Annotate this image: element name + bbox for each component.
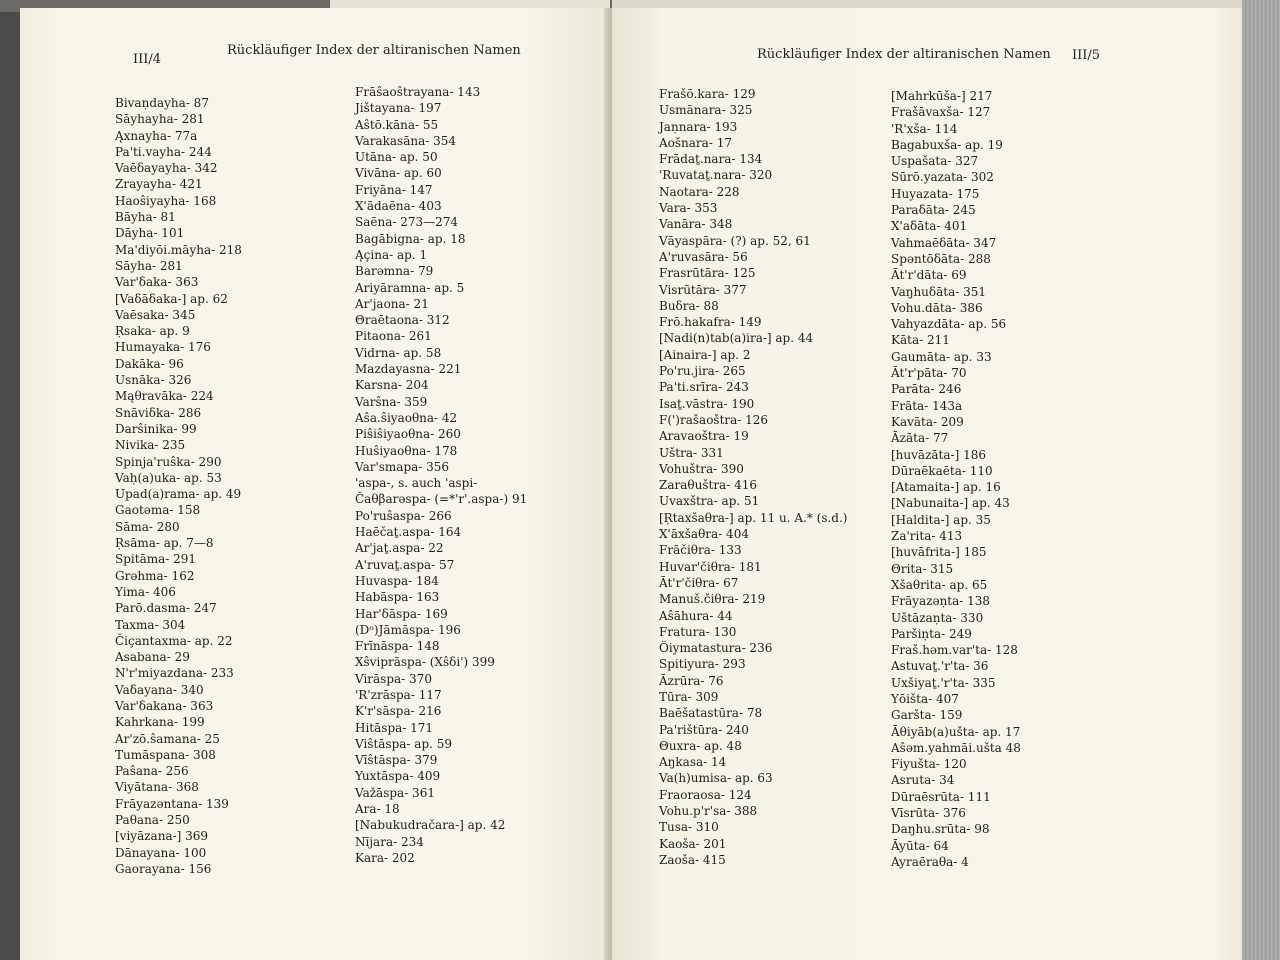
index-entry: Pa'ti.vayha- 244 xyxy=(115,144,212,159)
index-entry: Fiyušta- 120 xyxy=(891,757,967,772)
index-entry: Viŝtāspa- ap. 59 xyxy=(355,736,453,751)
index-entry: Var'δaka- 363 xyxy=(115,275,199,290)
index-entry: Utāna- ap. 50 xyxy=(355,150,438,165)
index-entry: Baēšatastūra- 78 xyxy=(659,706,763,721)
index-entry: [Haldita-] ap. 35 xyxy=(891,512,991,527)
index-entry: Zaraθuštra- 416 xyxy=(659,478,757,493)
index-entry: Garšta- 159 xyxy=(891,708,963,723)
index-entry: [huvāzāta-] 186 xyxy=(891,447,986,462)
index-entry: Naotara- 228 xyxy=(659,184,740,199)
index-entry: Huŝiyaoθna- 178 xyxy=(355,443,458,458)
index-entry: Dūraēsrūta- 111 xyxy=(891,789,991,804)
index-entry: Kāta- 211 xyxy=(891,333,950,348)
index-entry: Grəhma- 162 xyxy=(115,568,195,583)
index-entry: A'ruvasāra- 56 xyxy=(659,249,748,264)
index-entry: Varŝna- 359 xyxy=(355,394,428,409)
index-entry: 'R'zrāspa- 117 xyxy=(355,687,442,702)
index-entry: Kavāta- 209 xyxy=(891,414,964,429)
index-entry: Vohu.p'r'sa- 388 xyxy=(659,804,758,819)
index-entry: Varakasāna- 354 xyxy=(355,133,457,148)
index-entry: Ąçina- ap. 1 xyxy=(355,247,428,262)
index-entry: Frō.hakafra- 149 xyxy=(659,315,762,330)
index-entry: Humayaka- 176 xyxy=(115,340,211,355)
index-entry: Aŝāhura- 44 xyxy=(659,608,733,623)
index-entry: Jištayana- 197 xyxy=(355,101,442,116)
index-entry: Uštra- 331 xyxy=(659,445,724,460)
index-entry: Kaoša- 201 xyxy=(659,836,727,851)
index-entry: Huvar'čiθra- 181 xyxy=(659,559,762,574)
index-entry: Nījara- 234 xyxy=(355,834,424,849)
index-entry: Ar'jaona- 21 xyxy=(355,296,429,311)
index-entry: Frādaṯ.nara- 134 xyxy=(659,152,763,167)
index-entry: [huvāfrita-] 185 xyxy=(891,545,987,560)
index-entry: Haoŝiyayha- 168 xyxy=(115,193,217,208)
index-entry: Gaumāta- ap. 33 xyxy=(891,349,992,364)
index-entry: Āzrūra- 76 xyxy=(659,673,724,688)
index-entry: Parāta- 246 xyxy=(891,382,962,397)
index-entry: Xšaθrita- ap. 65 xyxy=(891,577,988,592)
index-column-4 xyxy=(891,88,1021,870)
index-entry: Kara- 202 xyxy=(355,850,415,865)
index-entry: Yuxtāspa- 409 xyxy=(355,769,441,784)
index-entry: Vara- 353 xyxy=(659,201,718,216)
index-entry: Po'ru.jira- 265 xyxy=(659,364,746,379)
index-entry: Parō.dasma- 247 xyxy=(115,601,217,616)
index-entry: Taxma- 304 xyxy=(115,617,186,632)
index-entry: Ara- 18 xyxy=(355,802,400,817)
index-entry: Viyātana- 368 xyxy=(115,780,199,795)
index-entry: N'r'miyazdana- 233 xyxy=(115,666,234,681)
index-entry: Upad(a)rama- ap. 49 xyxy=(115,487,242,502)
page-edges xyxy=(1242,0,1280,960)
index-entry: Vivāna- ap. 60 xyxy=(355,166,442,181)
index-entry: Sūrō.yazata- 302 xyxy=(891,170,994,185)
index-entry: Sāyha- 281 xyxy=(115,258,183,273)
index-entry: Vīŝtāspa- 379 xyxy=(355,753,438,768)
index-entry: Āzāta- 77 xyxy=(891,431,949,446)
index-entry: Paraδāta- 245 xyxy=(891,203,976,218)
index-entry: Asabana- 29 xyxy=(115,650,190,665)
left-page xyxy=(20,8,610,960)
index-entry: Bagābigna- ap. 18 xyxy=(355,231,466,246)
index-entry: Frāyazəntana- 139 xyxy=(115,796,229,811)
index-entry: Vaŋhuδāta- 351 xyxy=(891,284,987,299)
index-entry: (Dᵒ)Jāmāspa- 196 xyxy=(355,622,461,637)
index-entry: Spitāma- 291 xyxy=(115,552,197,567)
index-entry: Paθana- 250 xyxy=(115,813,190,828)
index-entry: Asruta- 34 xyxy=(891,773,955,788)
index-entry: Āt'r'čiθra- 67 xyxy=(659,575,739,590)
page-stack-edge-right xyxy=(612,0,1242,8)
index-entry: Yima- 406 xyxy=(115,584,176,599)
index-entry: Sāma- 280 xyxy=(115,519,180,534)
index-entry: Kahrkana- 199 xyxy=(115,715,205,730)
index-entry: Yōišta- 407 xyxy=(891,691,959,706)
index-entry: Āt'r'dāta- 69 xyxy=(891,268,967,283)
index-entry: Uspašata- 327 xyxy=(891,154,979,169)
index-entry: Āt'r'pāta- 70 xyxy=(891,366,967,381)
index-entry: Barəmna- 79 xyxy=(355,264,434,279)
index-entry: Manuš.čiθra- 219 xyxy=(659,592,766,607)
index-entry: Frasrūtāra- 125 xyxy=(659,266,756,281)
index-column-1 xyxy=(115,95,242,877)
index-entry: X'ādaēna- 403 xyxy=(355,199,442,214)
index-entry: F(')rašaoštra- 126 xyxy=(659,412,769,427)
index-entry: Darŝinika- 99 xyxy=(115,421,197,436)
index-entry: Bivaṇdayha- 87 xyxy=(115,96,209,110)
index-entry: Mazdayasna- 221 xyxy=(355,362,462,377)
index-entry: Za'rita- 413 xyxy=(891,529,963,544)
left-running-title: Rückläufiger Index der altiranischen Namen xyxy=(227,43,521,58)
index-entry: Čiçantaxma- ap. 22 xyxy=(115,633,233,648)
index-entry: Öiymatastura- 236 xyxy=(659,641,773,656)
index-entry: Vaḥ(a)uka- ap. 53 xyxy=(115,470,222,485)
index-entry: Āθiyāb(a)ušta- ap. 17 xyxy=(891,724,1021,739)
index-entry: Āyūta- 64 xyxy=(891,838,949,853)
index-entry: Visrūtāra- 377 xyxy=(659,282,747,297)
index-entry: [Mahrkūša-] 217 xyxy=(891,89,993,103)
index-entry: Vaēδayayha- 342 xyxy=(115,161,218,176)
index-entry: Vidrna- ap. 58 xyxy=(355,345,442,360)
index-entry: Važāspa- 361 xyxy=(355,785,435,800)
index-entry: 'R'xša- 114 xyxy=(891,121,958,136)
index-entry: Frāyazəṇta- 138 xyxy=(891,594,991,609)
left-page-number: III/4 xyxy=(133,52,162,67)
index-entry: Snāviδka- 286 xyxy=(115,405,202,420)
index-entry: Vaδayana- 340 xyxy=(115,682,204,697)
index-entry: X'āxšaθra- 404 xyxy=(659,527,749,542)
index-entry: Dānayana- 100 xyxy=(115,845,207,860)
index-entry: Mąθravāka- 224 xyxy=(115,389,214,404)
index-entry: Virāspa- 370 xyxy=(355,671,432,686)
index-entry: Tūra- 309 xyxy=(659,689,719,704)
index-entry: Xŝviprāspa- (Xŝδi') 399 xyxy=(355,655,495,670)
index-entry: Buδra- 88 xyxy=(659,298,719,313)
index-entry: Frāŝaoŝtrayana- 143 xyxy=(355,85,481,99)
index-entry: Pa'ti.srīra- 243 xyxy=(659,380,749,395)
index-entry: [Nabukudračara-] ap. 42 xyxy=(355,818,506,833)
index-entry: Θrita- 315 xyxy=(891,561,954,576)
index-entry: Frāta- 143a xyxy=(891,398,963,413)
index-entry: Piŝiŝiyaoθna- 260 xyxy=(355,427,461,442)
index-entry: Fraš.həm.var'ta- 128 xyxy=(891,643,1018,658)
index-entry: Ayraēraθa- 4 xyxy=(891,854,969,869)
index-entry: Huvaspa- 184 xyxy=(355,573,439,588)
index-entry: Aošnara- 17 xyxy=(659,135,732,150)
index-entry: Vāyaspāra- (?) ap. 52, 61 xyxy=(659,233,811,248)
index-entry: Vaēsaka- 345 xyxy=(115,307,196,322)
index-entry: Vohu.dāta- 386 xyxy=(891,300,983,315)
index-entry: Po'ruŝaspa- 266 xyxy=(355,508,452,523)
index-entry: Dakāka- 96 xyxy=(115,356,184,371)
index-entry: X'aδāta- 401 xyxy=(891,219,968,234)
index-entry: Vīsrūta- 376 xyxy=(891,806,966,821)
index-entry: Aŝtō.kāna- 55 xyxy=(355,117,439,132)
index-entry: Ṛsāma- ap. 7—8 xyxy=(115,536,214,551)
index-entry: Ar'zō.ŝamana- 25 xyxy=(115,731,220,746)
index-entry: Saēna- 273—274 xyxy=(355,215,459,230)
index-entry: Θuxra- ap. 48 xyxy=(659,738,742,753)
index-entry: Uxšiyaṯ.'r'ta- 335 xyxy=(891,675,996,690)
index-entry: Frašō.kara- 129 xyxy=(659,87,756,101)
index-entry: Har'δāspa- 169 xyxy=(355,606,448,621)
index-entry: Pa'rištūra- 240 xyxy=(659,722,749,737)
index-entry: Dūraēkaēta- 110 xyxy=(891,463,993,478)
index-entry: Jaṇnara- 193 xyxy=(659,119,738,134)
index-entry: Vahmaēδāta- 347 xyxy=(891,235,997,250)
index-entry: Uvaxštra- ap. 51 xyxy=(659,494,760,509)
index-column-2 xyxy=(355,84,527,866)
index-entry: A'ruvaṯ.aspa- 57 xyxy=(355,557,455,572)
index-entry: Usmānara- 325 xyxy=(659,103,753,118)
index-entry: Čaθβarəspa- (=*'r'.aspa-) 91 xyxy=(355,492,528,507)
index-entry: Vohuštra- 390 xyxy=(659,461,744,476)
index-entry: Fraoraosa- 124 xyxy=(659,787,752,802)
index-entry: Θraētaona- 312 xyxy=(355,313,450,328)
index-entry: [viyāzana-] 369 xyxy=(115,829,209,844)
index-entry: Spinja'ruŝka- 290 xyxy=(115,454,222,469)
index-entry: Nivika- 235 xyxy=(115,438,186,453)
right-page-number: III/5 xyxy=(1072,48,1101,63)
index-entry: Var'smapa- 356 xyxy=(355,459,450,474)
index-entry: Zaoša- 415 xyxy=(659,852,726,867)
index-entry: Aŝa.ŝiyaoθna- 42 xyxy=(355,410,458,425)
index-entry: Vahyazdāta- ap. 56 xyxy=(891,317,1007,332)
index-entry: Astuvaṯ.'r'ta- 36 xyxy=(891,659,989,674)
index-entry: Aŝəm.yahmāi.ušta 48 xyxy=(891,740,1021,755)
index-entry: Usnāka- 326 xyxy=(115,373,192,388)
index-entry: Haēčaṯ.aspa- 164 xyxy=(355,525,462,540)
index-entry: Uštāzaṇta- 330 xyxy=(891,610,984,625)
index-entry: Hitāspa- 171 xyxy=(355,720,434,735)
index-entry: Tusa- 310 xyxy=(659,820,719,835)
index-entry: 'aspa-, s. auch 'aspi- xyxy=(355,476,478,491)
index-entry: [Nadi(n)tab(a)ira-] ap. 44 xyxy=(659,331,814,346)
index-entry: Ṛsaka- ap. 9 xyxy=(115,324,190,339)
index-entry: Dāyha- 101 xyxy=(115,226,185,241)
index-entry: [Ṛtaxšaθra-] ap. 11 u. A.* (s.d.) xyxy=(659,510,848,525)
index-entry: Frašāvaxša- 127 xyxy=(891,105,991,120)
index-entry: [Atamaita-] ap. 16 xyxy=(891,480,1001,495)
index-entry: [Nabunaita-] ap. 43 xyxy=(891,496,1010,511)
index-entry: 'Ruvataṯ.nara- 320 xyxy=(659,168,773,183)
right-page xyxy=(612,8,1242,960)
index-entry: Paŝana- 256 xyxy=(115,764,189,779)
index-column-3 xyxy=(659,86,847,868)
index-entry: Ar'jaṯ.aspa- 22 xyxy=(355,541,444,556)
index-entry: Pitaona- 261 xyxy=(355,329,432,344)
right-running-title: Rückläufiger Index der altiranischen Namen xyxy=(757,47,1051,62)
index-entry: Frāčiθra- 133 xyxy=(659,543,742,558)
index-entry: Spəntōδāta- 288 xyxy=(891,251,991,266)
index-entry: Var'δakana- 363 xyxy=(115,698,214,713)
index-entry: K'r'sāspa- 216 xyxy=(355,704,442,719)
index-entry: Ma'diyōi.māyha- 218 xyxy=(115,242,242,257)
index-entry: Isaṯ.vāstra- 190 xyxy=(659,396,755,411)
index-entry: Fratura- 130 xyxy=(659,624,737,639)
index-entry: Frīnāspa- 148 xyxy=(355,639,440,654)
index-entry: Gaorayana- 156 xyxy=(115,861,212,876)
index-entry: Aŋkasa- 14 xyxy=(659,755,727,770)
index-entry: Gaotəma- 158 xyxy=(115,503,201,518)
index-entry: Habāspa- 163 xyxy=(355,590,440,605)
index-entry: [Ainaira-] ap. 2 xyxy=(659,347,751,362)
index-entry: Friyāna- 147 xyxy=(355,182,433,197)
index-entry: Zrayayha- 421 xyxy=(115,177,203,192)
index-entry: Huyazata- 175 xyxy=(891,186,980,201)
index-entry: Spitiyura- 293 xyxy=(659,657,746,672)
index-entry: Bāyha- 81 xyxy=(115,210,176,225)
index-entry: Karsna- 204 xyxy=(355,378,429,393)
index-entry: Bagabuxša- ap. 19 xyxy=(891,137,1003,152)
index-entry: Aravaoštra- 19 xyxy=(659,429,749,444)
index-entry: Paršiṇta- 249 xyxy=(891,626,972,641)
index-entry: Ariyāramna- ap. 5 xyxy=(355,280,465,295)
index-entry: Sāyhayha- 281 xyxy=(115,112,205,127)
index-entry: Vanāra- 348 xyxy=(659,217,733,232)
index-entry: Ąxnayha- 77a xyxy=(115,128,198,143)
index-entry: Tumāspana- 308 xyxy=(115,747,216,762)
index-entry: Va(h)umisa- ap. 63 xyxy=(659,771,773,786)
index-entry: [Vaδāδaka-] ap. 62 xyxy=(115,291,228,306)
index-entry: Daŋhu.srūta- 98 xyxy=(891,822,990,837)
